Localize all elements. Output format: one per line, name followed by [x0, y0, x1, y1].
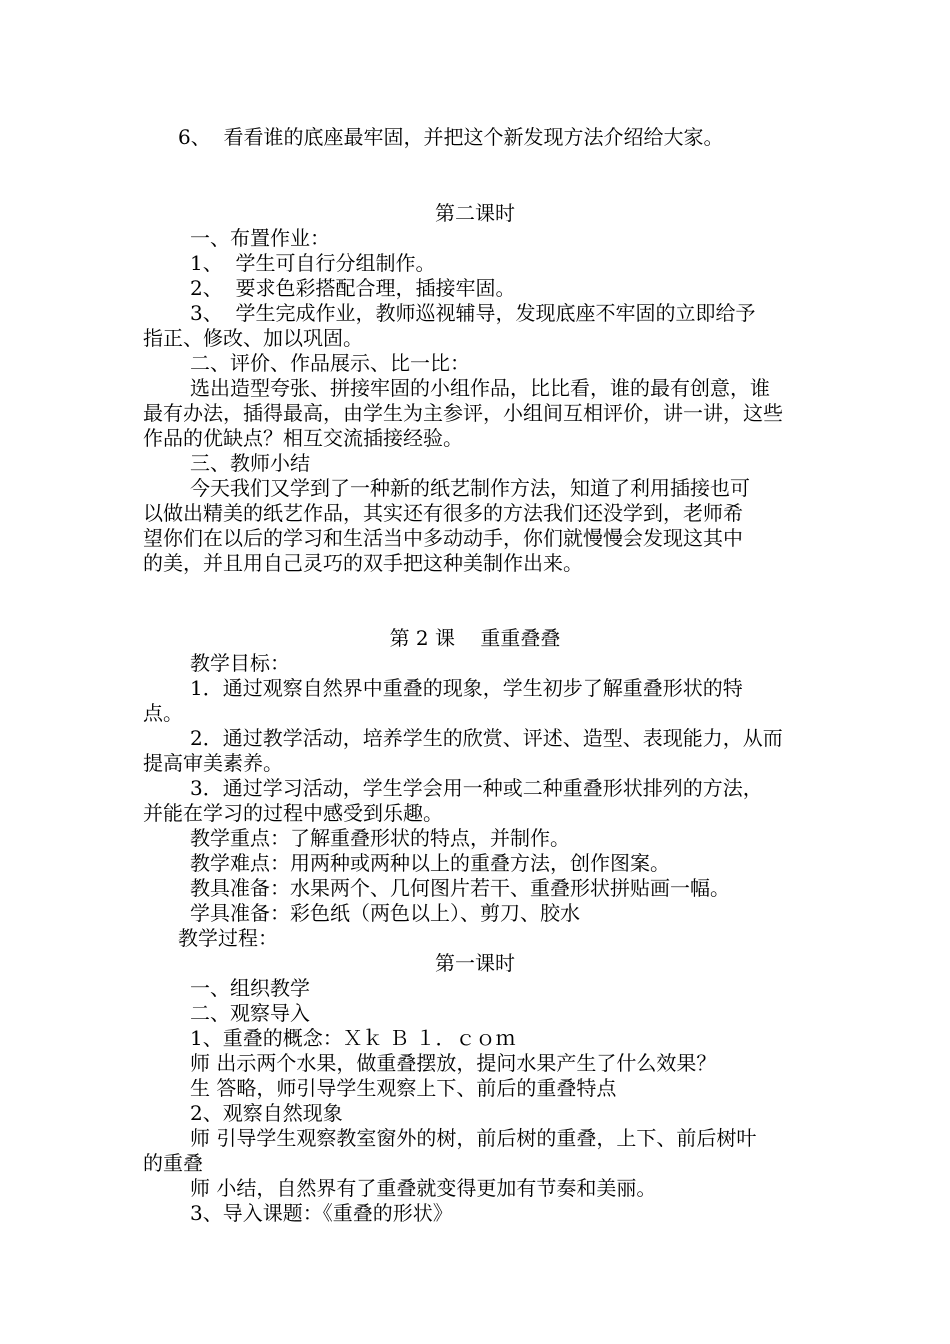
teacher-materials: 教具准备：水果两个、几何图片若干、重叠形状拼贴画一幅。 [190, 876, 730, 900]
paragraph-evaluation: 选出造型夸张、拼接牢固的小组作品，比比看，谁的最有创意，谁 [190, 376, 770, 400]
teacher-line: 师 出示两个水果，做重叠摆放，提问水果产生了什么效果？ [190, 1051, 717, 1075]
goal-1-cont: 点。 [143, 701, 183, 725]
goal-2-cont: 提高审美素养。 [143, 751, 283, 775]
goal-2: 2．通过教学活动，培养学生的欣赏、评述、造型、表现能力，从而 [190, 726, 783, 750]
section-title-lesson-1: 第一课时 [435, 951, 515, 975]
overlap-concept: 1、重叠的概念：Ｘｋ Ｂ １．ｃｏｍ [190, 1026, 516, 1050]
homework-item-2: 2、 要求色彩搭配合理，插接牢固。 [190, 276, 516, 300]
step-observe: 二、观察导入 [190, 1001, 310, 1025]
goal-1: 1．通过观察自然界中重叠的现象，学生初步了解重叠形状的特 [190, 676, 743, 700]
goal-3-cont: 并能在学习的过程中感受到乐趣。 [143, 801, 443, 825]
homework-item-1: 1、 学生可自行分组制作。 [190, 251, 436, 275]
student-materials: 学具准备：彩色纸（两色以上）、剪刀、胶水 [190, 901, 580, 925]
teacher-line-cont: 的重叠 [143, 1151, 203, 1175]
heading-evaluation: 二、评价、作品展示、比一比： [190, 351, 470, 375]
student-line: 生 答略，师引导学生观察上下、前后的重叠特点 [190, 1076, 617, 1100]
list-item-6: 6、 看看谁的底座最牢固，并把这个新发现方法介绍给大家。 [178, 125, 724, 149]
introduce-topic: 3、导入课题：《重叠的形状》 [190, 1201, 453, 1225]
paragraph-evaluation-cont: 作品的优缺点？相互交流插接经验。 [143, 426, 463, 450]
goal-3: 3．通过学习活动，学生学会用一种或二种重叠形状排列的方法， [190, 776, 763, 800]
heading-teaching-goals: 教学目标： [190, 651, 290, 675]
section-title-lesson-2: 第二课时 [435, 201, 515, 225]
teacher-summary-line: 师 小结，自然界有了重叠就变得更加有节奏和美丽。 [190, 1176, 657, 1200]
paragraph-summary-cont: 的美，并且用自己灵巧的双手把这种美制作出来。 [143, 551, 583, 575]
paragraph-summary: 今天我们又学到了一种新的纸艺制作方法，知道了利用插接也可 [190, 476, 750, 500]
paragraph-evaluation-cont: 最有办法，插得最高，由学生为主参评，小组间互相评价，讲一讲，这些 [143, 401, 783, 425]
observe-nature: 2、观察自然现象 [190, 1101, 343, 1125]
heading-assign-homework: 一、布置作业： [190, 226, 330, 250]
lesson-title: 第 2 课 重重叠叠 [389, 626, 561, 650]
heading-teacher-summary: 三、教师小结 [190, 451, 310, 475]
homework-item-3: 3、 学生完成作业，教师巡视辅导，发现底座不牢固的立即给予 [190, 301, 756, 325]
teacher-line: 师 引导学生观察教室窗外的树，前后树的重叠，上下、前后树叶 [190, 1126, 757, 1150]
homework-item-3-cont: 指正、修改、加以巩固。 [143, 326, 363, 350]
paragraph-summary-cont: 以做出精美的纸艺作品，其实还有很多的方法我们还没学到，老师希 [143, 501, 743, 525]
teaching-focus: 教学重点：了解重叠形状的特点，并制作。 [190, 826, 570, 850]
teaching-difficulty: 教学难点：用两种或两种以上的重叠方法，创作图案。 [190, 851, 670, 875]
paragraph-summary-cont: 望你们在以后的学习和生活当中多动动手，你们就慢慢会发现这其中 [143, 526, 743, 550]
step-organize: 一、组织教学 [190, 976, 310, 1000]
heading-teaching-process: 教学过程： [178, 926, 278, 950]
